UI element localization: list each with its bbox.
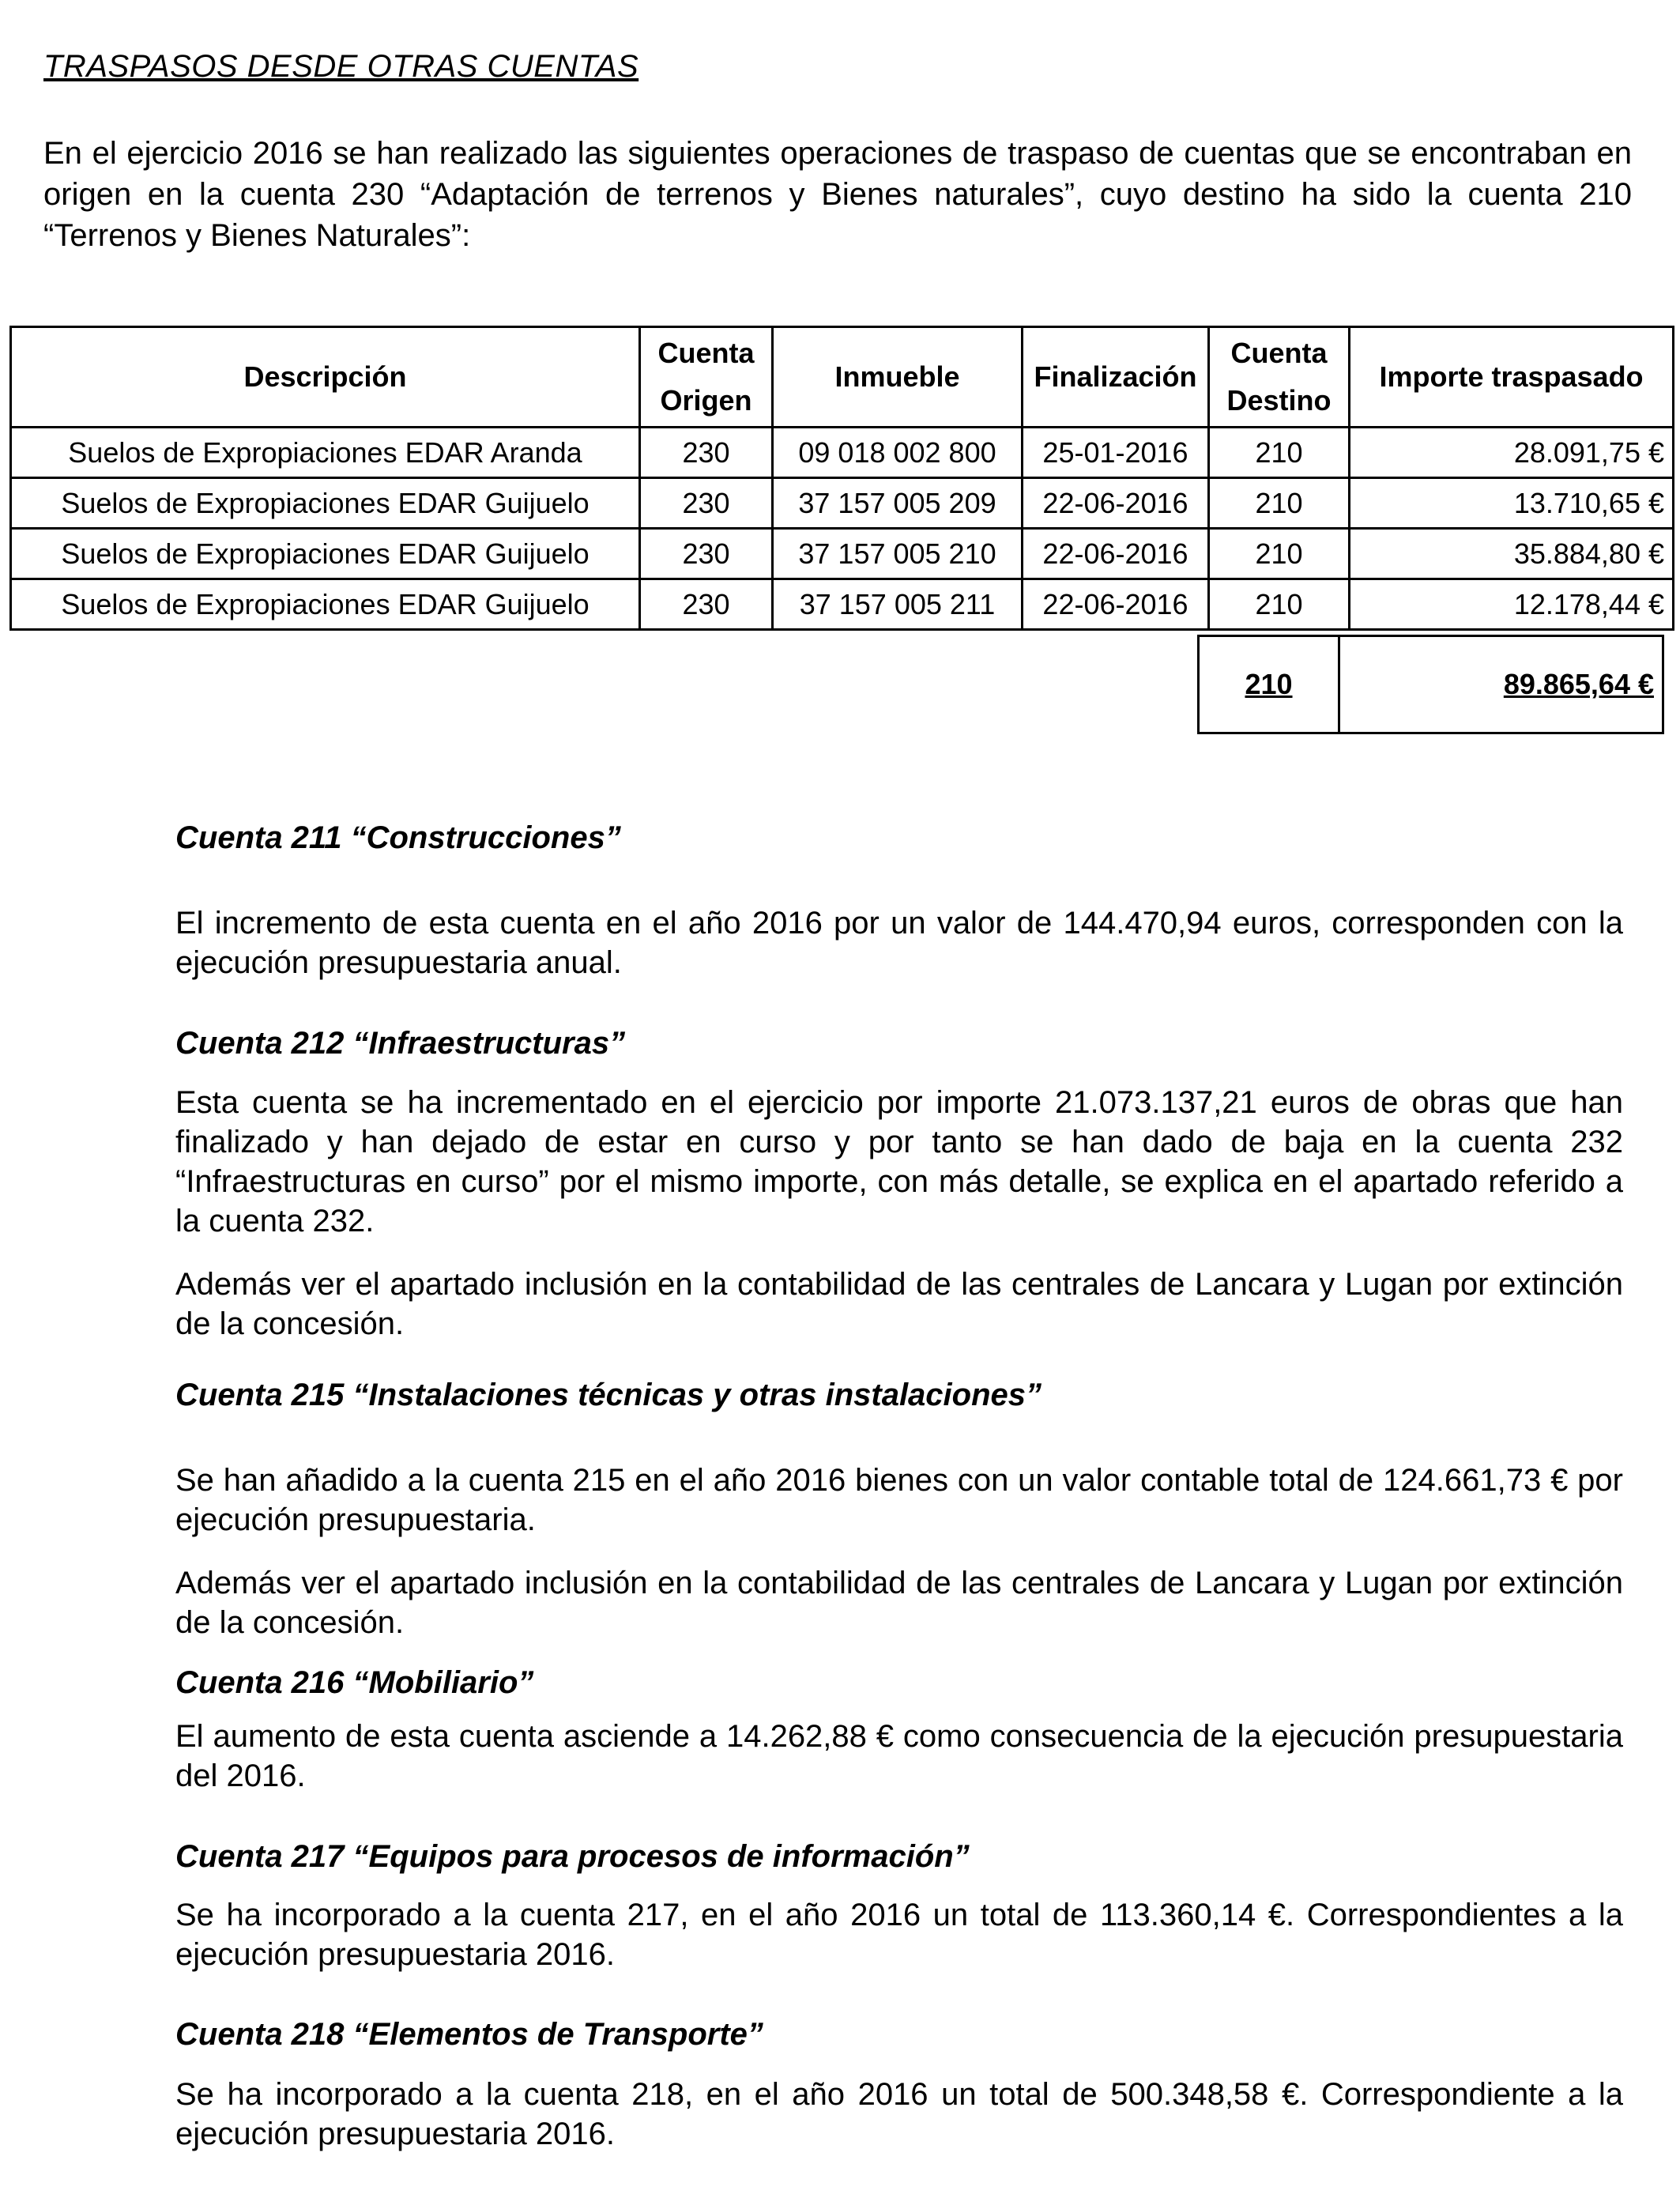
table-row	[11, 579, 1674, 630]
cell-destino: 210	[1209, 579, 1350, 630]
cell-finalizacion: 22-06-2016	[1023, 529, 1209, 579]
cell-finalizacion: 22-06-2016	[1023, 579, 1209, 630]
section-217-paragraph: Se ha incorporado a la cuenta 217, en el año 2016 un total de 113.360,14 €. Correspondientes a la ejecución presupuestaria 2016.	[175, 1898, 1623, 1972]
section-heading-217: Cuenta 217 “Equipos para procesos de información”	[175, 1839, 970, 1874]
section-211-paragraph: El incremento de esta cuenta en el año 2016 por un valor de 144.470,94 euros, corresponden con la ejecución presupuestaria anual.	[175, 906, 1623, 980]
cell-descripcion: Suelos de Expropiaciones EDAR Guijuelo	[11, 478, 640, 529]
header-inmueble: Inmueble	[773, 327, 1023, 428]
cell-destino: 210	[1209, 529, 1350, 579]
header-cuenta-destino-line1: Cuenta	[1230, 337, 1328, 369]
cell-importe: 12.178,44 €	[1350, 579, 1674, 630]
cell-destino: 210	[1209, 428, 1350, 478]
cell-descripcion: Suelos de Expropiaciones EDAR Guijuelo	[11, 579, 640, 630]
table-row	[11, 428, 1674, 478]
header-cuenta-origen-line1: Cuenta	[657, 337, 755, 369]
header-cuenta-destino-line2: Destino	[1226, 384, 1332, 417]
section-heading-216: Cuenta 216 “Mobiliario”	[175, 1665, 534, 1700]
cell-inmueble: 37 157 005 209	[773, 478, 1023, 529]
total-table	[1197, 635, 1664, 734]
section-218-paragraph: Se ha incorporado a la cuenta 218, en el año 2016 un total de 500.348,58 €. Correspondiente a la ejecución presupuestaria 2016.	[175, 2077, 1623, 2151]
cell-importe: 13.710,65 €	[1350, 478, 1674, 529]
section-215-paragraph-2: Además ver el apartado inclusión en la contabilidad de las centrales de Lancara y Lugan por extinción de la concesión.	[175, 1566, 1623, 1640]
page-title: TRASPASOS DESDE OTRAS CUENTAS	[43, 49, 639, 84]
cell-inmueble: 37 157 005 211	[773, 579, 1023, 630]
section-heading-211: Cuenta 211 “Construcciones”	[175, 820, 621, 855]
cell-origen: 230	[640, 478, 773, 529]
section-heading-215: Cuenta 215 “Instalaciones técnicas y otras instalaciones”	[175, 1378, 1042, 1412]
section-215-paragraph-1: Se han añadido a la cuenta 215 en el año 2016 bienes con un valor contable total de 124.661,73 € por ejecución presupuestaria.	[175, 1463, 1623, 1537]
header-cuenta-origen-line2: Origen	[660, 384, 752, 417]
cell-origen: 230	[640, 579, 773, 630]
cell-descripcion: Suelos de Expropiaciones EDAR Guijuelo	[11, 529, 640, 579]
table-row	[11, 529, 1674, 579]
cell-finalizacion: 25-01-2016	[1023, 428, 1209, 478]
header-descripcion: Descripción	[11, 327, 640, 428]
cell-destino: 210	[1209, 478, 1350, 529]
table-row	[11, 478, 1674, 529]
cell-descripcion: Suelos de Expropiaciones EDAR Aranda	[11, 428, 640, 478]
cell-inmueble: 09 018 002 800	[773, 428, 1023, 478]
section-212-paragraph-1: Esta cuenta se ha incrementado en el ejercicio por importe 21.073.137,21 euros de obras que han finalizado y han dejado de estar en curso y por tanto se han dado de baja en la cuenta 232 “Infraestructuras en curso” por el mismo importe, con más detalle, se explica en el apartado referido a la cuenta 232.	[175, 1085, 1623, 1238]
header-cuenta-origen	[640, 327, 773, 428]
cell-importe: 28.091,75 €	[1350, 428, 1674, 478]
cell-origen: 230	[640, 529, 773, 579]
cell-origen: 230	[640, 428, 773, 478]
header-cuenta-destino	[1209, 327, 1350, 428]
cell-importe: 35.884,80 €	[1350, 529, 1674, 579]
table-header-row	[11, 327, 1674, 428]
header-importe: Importe traspasado	[1350, 327, 1674, 428]
total-row	[1199, 636, 1663, 733]
total-destino: 210	[1199, 636, 1339, 733]
cell-finalizacion: 22-06-2016	[1023, 478, 1209, 529]
cell-inmueble: 37 157 005 210	[773, 529, 1023, 579]
section-heading-218: Cuenta 218 “Elementos de Transporte”	[175, 2017, 763, 2052]
section-212-paragraph-2: Además ver el apartado inclusión en la contabilidad de las centrales de Lancara y Lugan por extinción de la concesión.	[175, 1267, 1623, 1341]
header-finalizacion: Finalización	[1023, 327, 1209, 428]
intro-paragraph: En el ejercicio 2016 se han realizado las siguientes operaciones de traspaso de cuentas que se encontraban en origen en la cuenta 230 “Adaptación de terrenos y Bienes naturales”, cuyo destino ha sido la cuenta 210 “Terrenos y Bienes Naturales”:	[43, 136, 1632, 253]
section-216-paragraph: El aumento de esta cuenta asciende a 14.262,88 € como consecuencia de la ejecución presupuestaria del 2016.	[175, 1719, 1623, 1793]
transfers-table	[9, 326, 1674, 631]
total-importe: 89.865,64 €	[1339, 636, 1663, 733]
section-heading-212: Cuenta 212 “Infraestructuras”	[175, 1026, 626, 1061]
